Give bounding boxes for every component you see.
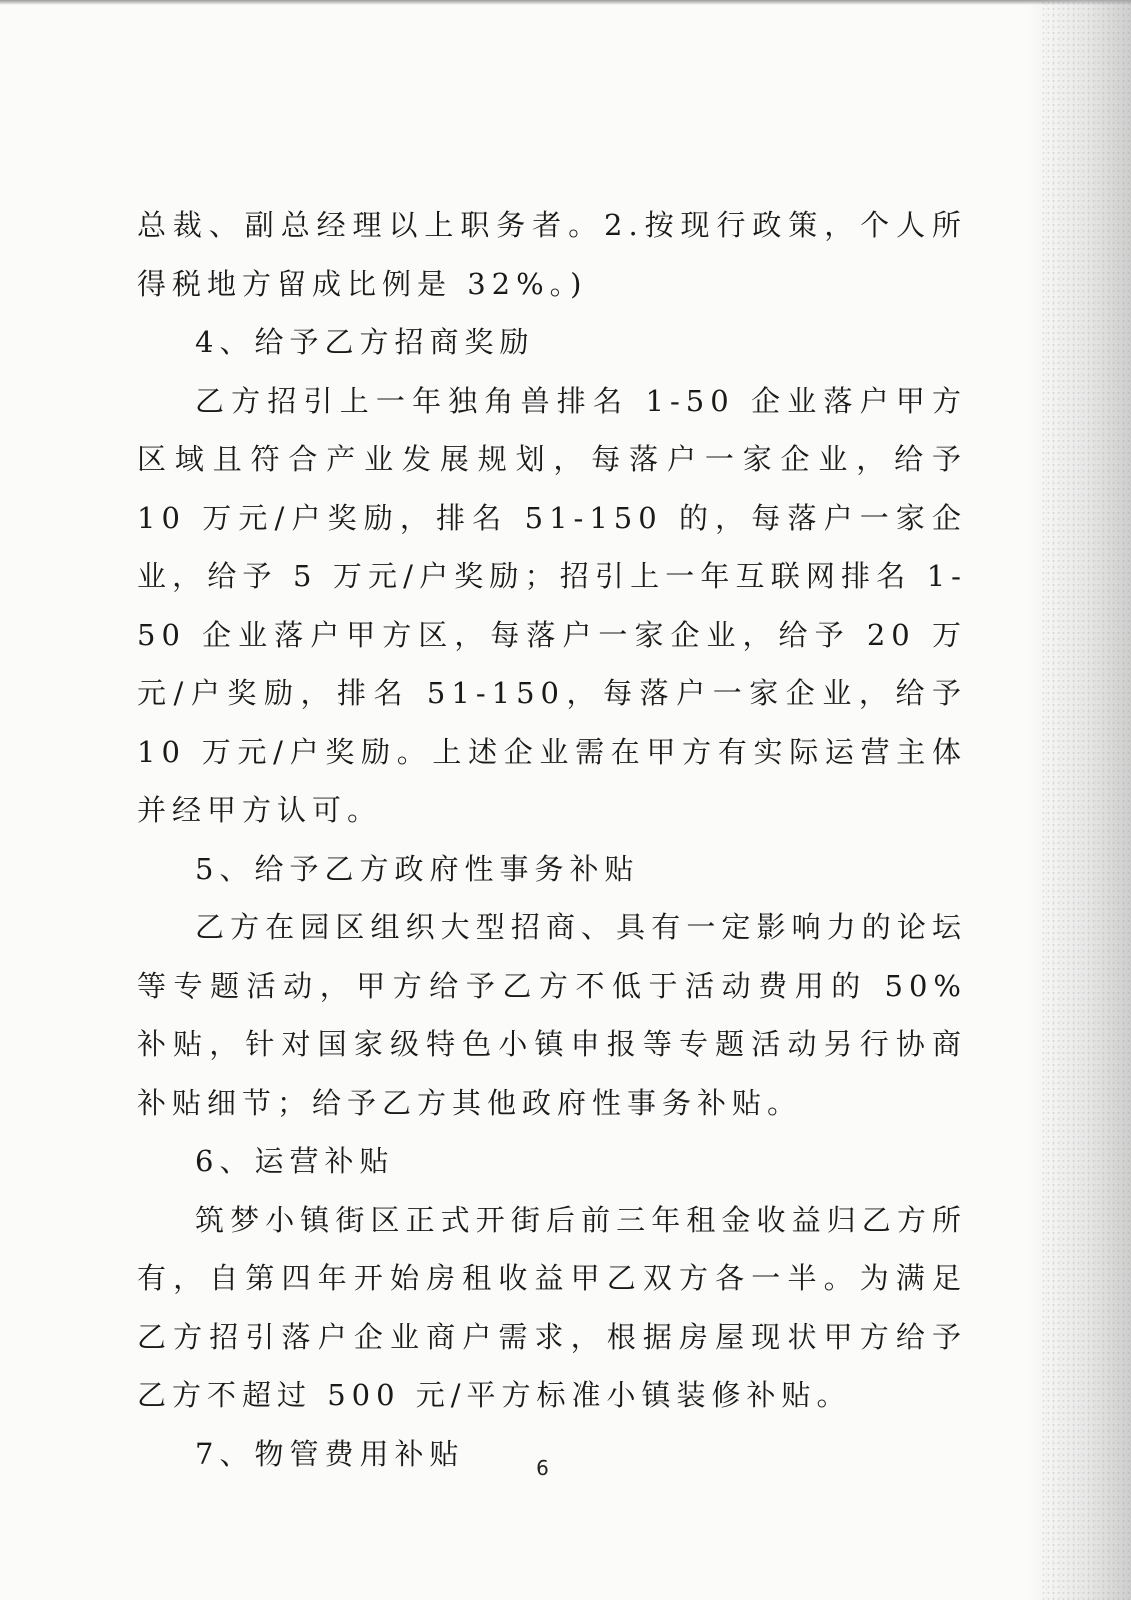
paragraph-operation-subsidy: 筑梦小镇街区正式开街后前三年租金收益归乙方所有，自第四年开始房租收益甲乙双方各一半。为满足乙方招引落户企业商户需求，根据房屋现状甲方给予乙方不超过 500 元/平方标准小镇装修补贴。 — [137, 1202, 967, 1412]
section-heading-7: 7、物管费用补贴 — [195, 1436, 465, 1471]
document-body — [137, 196, 967, 1483]
section-heading-4: 4、给予乙方招商奖励 — [195, 325, 535, 359]
paragraph-continuation: 总裁、副总经理以上职务者。2.按现行政策，个人所得税地方留成比例是 32%。) — [137, 208, 967, 301]
section-heading-6: 6、运营补贴 — [195, 1144, 395, 1178]
scan-edge-noise — [1041, 0, 1131, 1600]
paragraph-investment-reward: 乙方招引上一年独角兽排名 1-50 企业落户甲方区域且符合产业发展规划，每落户一家企业，给予 10 万元/户奖励，排名 51-150 的，每落户一家企业，给予 5 万元/户奖励；招引上一年互联网排名 1-50 企业落户甲方区，每落户一家企业，给予 20 万元/户奖励，排名 51-150，每落户一家企业，给予 10 万元/户奖励。上述企业需在甲方有实际运营主体并经甲方认可。 — [137, 383, 967, 827]
scan-top-edge — [0, 0, 1131, 5]
paragraph-government-subsidy: 乙方在园区组织大型招商、具有一定影响力的论坛等专题活动，甲方给予乙方不低于活动费用的 50%补贴，针对国家级特色小镇申报等专题活动另行协商补贴细节；给予乙方其他政府性事务补贴。 — [137, 910, 967, 1120]
section-heading-5: 5、给予乙方政府性事务补贴 — [195, 851, 640, 886]
page-number: 6 — [536, 1456, 549, 1480]
